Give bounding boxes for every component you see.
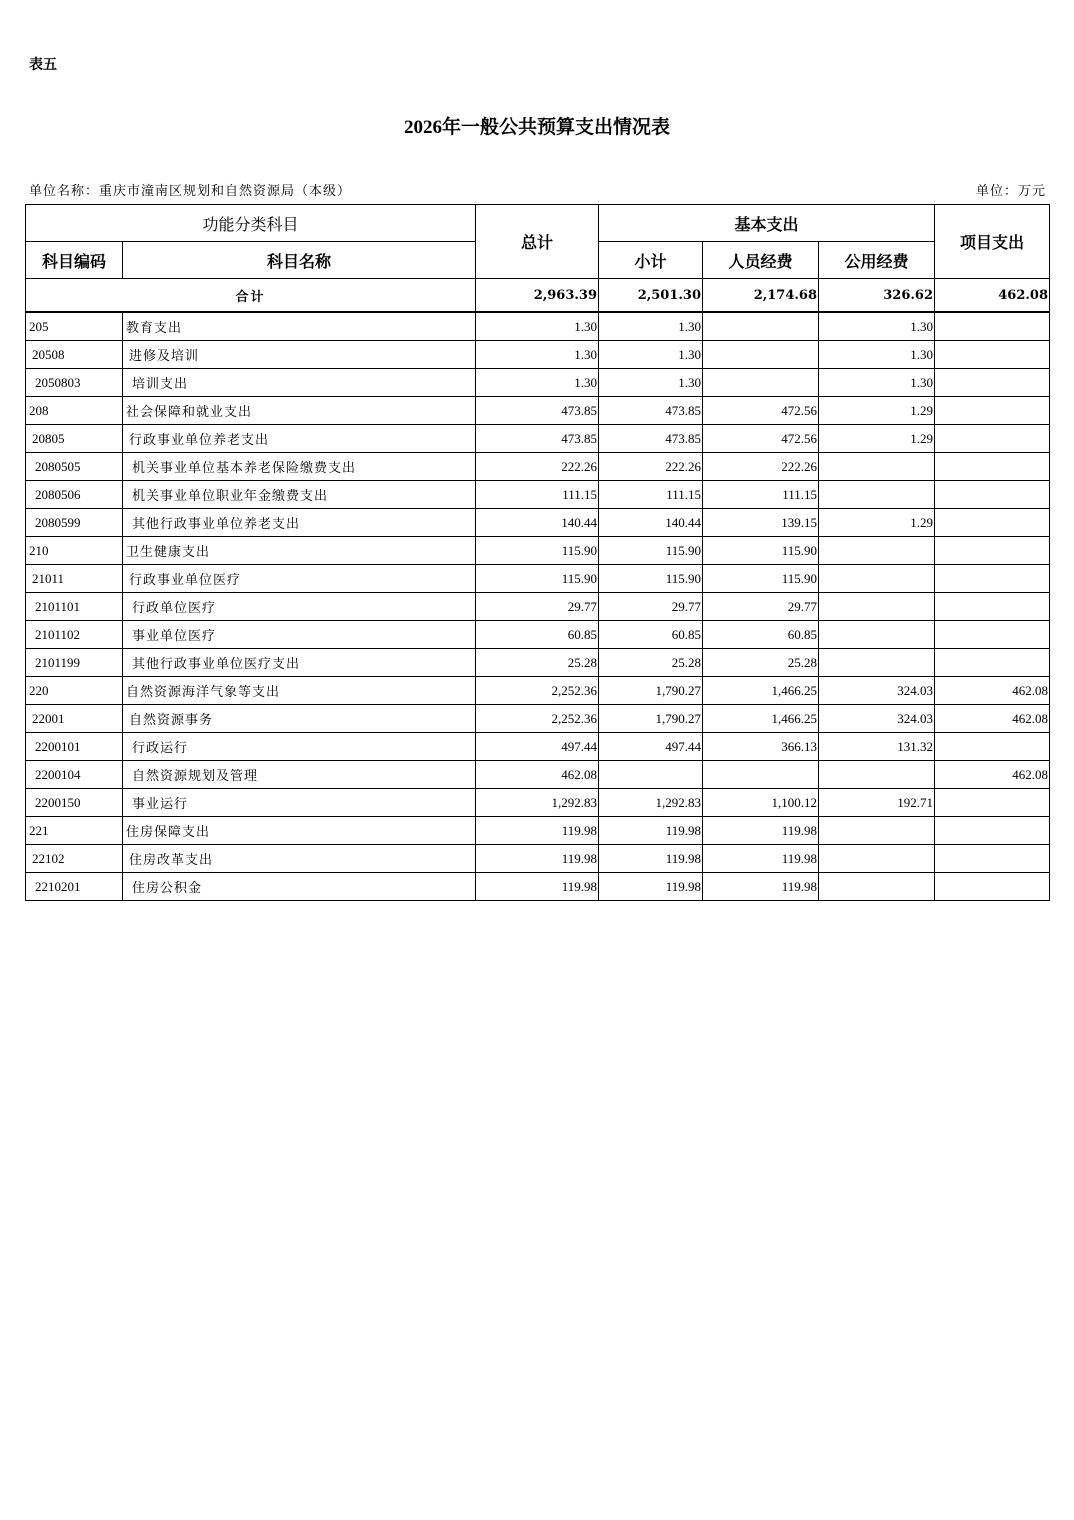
cell-subtotal: 1.30 (599, 312, 703, 341)
cell-code: 20805 (26, 425, 123, 453)
cell-project (935, 593, 1050, 621)
cell-name: 机关事业单位职业年金缴费支出 (123, 481, 476, 509)
cell-public (819, 761, 935, 789)
cell-subtotal: 119.98 (599, 873, 703, 901)
cell-total: 119.98 (476, 845, 599, 873)
cell-personnel: 60.85 (703, 621, 819, 649)
cell-personnel: 25.28 (703, 649, 819, 677)
cell-personnel: 29.77 (703, 593, 819, 621)
cell-total: 115.90 (476, 537, 599, 565)
table-row (26, 817, 1050, 845)
cell-public: 1.29 (819, 397, 935, 425)
cell-name: 社会保障和就业支出 (123, 397, 476, 425)
cell-project (935, 341, 1050, 369)
cell-name: 教育支出 (123, 312, 476, 341)
cell-public (819, 565, 935, 593)
cell-subtotal: 60.85 (599, 621, 703, 649)
cell-total: 497.44 (476, 733, 599, 761)
cell-personnel: 222.26 (703, 453, 819, 481)
cell-project (935, 817, 1050, 845)
cell-code: 2080505 (26, 453, 123, 481)
cell-personnel (703, 369, 819, 397)
cell-project (935, 369, 1050, 397)
table-row (26, 733, 1050, 761)
cell-code: 208 (26, 397, 123, 425)
cell-subtotal: 115.90 (599, 565, 703, 593)
cell-subtotal: 25.28 (599, 649, 703, 677)
cell-personnel (703, 341, 819, 369)
cell-code: 20508 (26, 341, 123, 369)
cell-code: 21011 (26, 565, 123, 593)
table-row (26, 565, 1050, 593)
cell-total: 119.98 (476, 817, 599, 845)
cell-name: 其他行政事业单位医疗支出 (123, 649, 476, 677)
cell-total: 473.85 (476, 425, 599, 453)
cell-name: 住房改革支出 (123, 845, 476, 873)
cell-personnel: 139.15 (703, 509, 819, 537)
table-row (26, 453, 1050, 481)
cell-personnel: 472.56 (703, 425, 819, 453)
cell-project (935, 425, 1050, 453)
table-row (26, 705, 1050, 733)
total-row (26, 279, 1050, 313)
table-row (26, 341, 1050, 369)
total-total: 2,963.39 (476, 279, 599, 313)
cell-personnel: 111.15 (703, 481, 819, 509)
cell-subtotal: 473.85 (599, 397, 703, 425)
cell-name: 培训支出 (123, 369, 476, 397)
total-project: 462.08 (935, 279, 1050, 313)
cell-personnel: 1,466.25 (703, 677, 819, 705)
cell-total: 1.30 (476, 369, 599, 397)
cell-total: 119.98 (476, 873, 599, 901)
cell-code: 2080599 (26, 509, 123, 537)
cell-public (819, 593, 935, 621)
cell-public: 1.30 (819, 369, 935, 397)
cell-subtotal: 473.85 (599, 425, 703, 453)
cell-name: 自然资源海洋气象等支出 (123, 677, 476, 705)
cell-total: 1.30 (476, 341, 599, 369)
cell-public: 324.03 (819, 677, 935, 705)
table-row (26, 649, 1050, 677)
cell-personnel: 472.56 (703, 397, 819, 425)
cell-subtotal: 29.77 (599, 593, 703, 621)
header-name: 科目名称 (123, 242, 476, 279)
cell-public: 1.30 (819, 312, 935, 341)
table-row (26, 312, 1050, 341)
cell-name: 卫生健康支出 (123, 537, 476, 565)
cell-name: 行政事业单位医疗 (123, 565, 476, 593)
unit-name: 单位名称：重庆市潼南区规划和自然资源局（本级） (29, 184, 352, 199)
cell-total: 2,252.36 (476, 705, 599, 733)
cell-public: 131.32 (819, 733, 935, 761)
table-row (26, 537, 1050, 565)
cell-public (819, 845, 935, 873)
cell-total: 2,252.36 (476, 677, 599, 705)
header-project: 项目支出 (935, 205, 1050, 279)
cell-total: 60.85 (476, 621, 599, 649)
cell-name: 行政运行 (123, 733, 476, 761)
cell-project: 462.08 (935, 677, 1050, 705)
cell-name: 事业运行 (123, 789, 476, 817)
cell-code: 2200101 (26, 733, 123, 761)
cell-public (819, 621, 935, 649)
total-label: 合计 (26, 279, 476, 313)
cell-code: 2080506 (26, 481, 123, 509)
cell-code: 2200150 (26, 789, 123, 817)
cell-project: 462.08 (935, 761, 1050, 789)
total-public: 326.62 (819, 279, 935, 313)
cell-public: 192.71 (819, 789, 935, 817)
cell-subtotal: 119.98 (599, 817, 703, 845)
cell-code: 221 (26, 817, 123, 845)
table-number: 表五 (29, 57, 57, 73)
table-row (26, 845, 1050, 873)
table-row (26, 509, 1050, 537)
cell-project (935, 845, 1050, 873)
cell-subtotal: 222.26 (599, 453, 703, 481)
cell-code: 2050803 (26, 369, 123, 397)
table-row (26, 789, 1050, 817)
cell-public: 1.29 (819, 425, 935, 453)
cell-total: 462.08 (476, 761, 599, 789)
cell-total: 222.26 (476, 453, 599, 481)
cell-project (935, 789, 1050, 817)
cell-name: 自然资源事务 (123, 705, 476, 733)
cell-public (819, 537, 935, 565)
cell-project (935, 649, 1050, 677)
cell-personnel: 1,100.12 (703, 789, 819, 817)
cell-name: 事业单位医疗 (123, 621, 476, 649)
cell-code: 2101199 (26, 649, 123, 677)
header-public: 公用经费 (819, 242, 935, 279)
cell-subtotal: 111.15 (599, 481, 703, 509)
cell-personnel: 115.90 (703, 537, 819, 565)
cell-project (935, 537, 1050, 565)
cell-total: 111.15 (476, 481, 599, 509)
cell-total: 25.28 (476, 649, 599, 677)
cell-personnel (703, 312, 819, 341)
header-subtotal: 小计 (599, 242, 703, 279)
cell-code: 205 (26, 312, 123, 341)
cell-name: 其他行政事业单位养老支出 (123, 509, 476, 537)
cell-public (819, 873, 935, 901)
table-row (26, 761, 1050, 789)
cell-project (935, 312, 1050, 341)
cell-subtotal: 1,292.83 (599, 789, 703, 817)
cell-personnel (703, 761, 819, 789)
header-total: 总计 (476, 205, 599, 279)
page-title: 2026年一般公共预算支出情况表 (403, 117, 670, 138)
table-row (26, 593, 1050, 621)
cell-code: 22001 (26, 705, 123, 733)
table-row (26, 369, 1050, 397)
table-row (26, 677, 1050, 705)
cell-project (935, 873, 1050, 901)
cell-subtotal: 119.98 (599, 845, 703, 873)
header-personnel: 人员经费 (703, 242, 819, 279)
cell-code: 22102 (26, 845, 123, 873)
budget-expenditure-table (25, 204, 1050, 901)
cell-personnel: 115.90 (703, 565, 819, 593)
cell-code: 210 (26, 537, 123, 565)
cell-public: 1.29 (819, 509, 935, 537)
cell-name: 住房公积金 (123, 873, 476, 901)
cell-total: 473.85 (476, 397, 599, 425)
cell-personnel: 1,466.25 (703, 705, 819, 733)
cell-name: 自然资源规划及管理 (123, 761, 476, 789)
cell-public (819, 817, 935, 845)
cell-personnel: 119.98 (703, 845, 819, 873)
cell-subtotal: 497.44 (599, 733, 703, 761)
header-basic: 基本支出 (599, 205, 935, 242)
currency-unit: 单位：万元 (975, 184, 1046, 199)
cell-public (819, 481, 935, 509)
cell-project (935, 621, 1050, 649)
cell-project (935, 509, 1050, 537)
cell-personnel: 119.98 (703, 873, 819, 901)
cell-project (935, 397, 1050, 425)
total-personnel: 2,174.68 (703, 279, 819, 313)
header-code: 科目编码 (26, 242, 123, 279)
table-row (26, 481, 1050, 509)
cell-name: 机关事业单位基本养老保险缴费支出 (123, 453, 476, 481)
cell-personnel: 119.98 (703, 817, 819, 845)
cell-code: 2101102 (26, 621, 123, 649)
cell-code: 2101101 (26, 593, 123, 621)
cell-subtotal: 1.30 (599, 369, 703, 397)
cell-code: 2200104 (26, 761, 123, 789)
cell-name: 进修及培训 (123, 341, 476, 369)
cell-public: 324.03 (819, 705, 935, 733)
cell-total: 115.90 (476, 565, 599, 593)
table-row (26, 873, 1050, 901)
cell-total: 140.44 (476, 509, 599, 537)
cell-subtotal: 1.30 (599, 341, 703, 369)
cell-code: 2210201 (26, 873, 123, 901)
table-row (26, 397, 1050, 425)
cell-project (935, 481, 1050, 509)
cell-code: 220 (26, 677, 123, 705)
cell-total: 1.30 (476, 312, 599, 341)
cell-subtotal: 1,790.27 (599, 677, 703, 705)
cell-project (935, 733, 1050, 761)
cell-public: 1.30 (819, 341, 935, 369)
table-row (26, 425, 1050, 453)
header-func-category: 功能分类科目 (26, 205, 476, 242)
cell-project (935, 453, 1050, 481)
cell-project (935, 565, 1050, 593)
cell-public (819, 649, 935, 677)
cell-name: 行政事业单位养老支出 (123, 425, 476, 453)
cell-subtotal: 140.44 (599, 509, 703, 537)
cell-subtotal: 115.90 (599, 537, 703, 565)
cell-total: 1,292.83 (476, 789, 599, 817)
cell-project: 462.08 (935, 705, 1050, 733)
cell-public (819, 453, 935, 481)
cell-total: 29.77 (476, 593, 599, 621)
total-subtotal: 2,501.30 (599, 279, 703, 313)
cell-name: 住房保障支出 (123, 817, 476, 845)
cell-subtotal (599, 761, 703, 789)
cell-subtotal: 1,790.27 (599, 705, 703, 733)
table-row (26, 621, 1050, 649)
cell-name: 行政单位医疗 (123, 593, 476, 621)
cell-personnel: 366.13 (703, 733, 819, 761)
